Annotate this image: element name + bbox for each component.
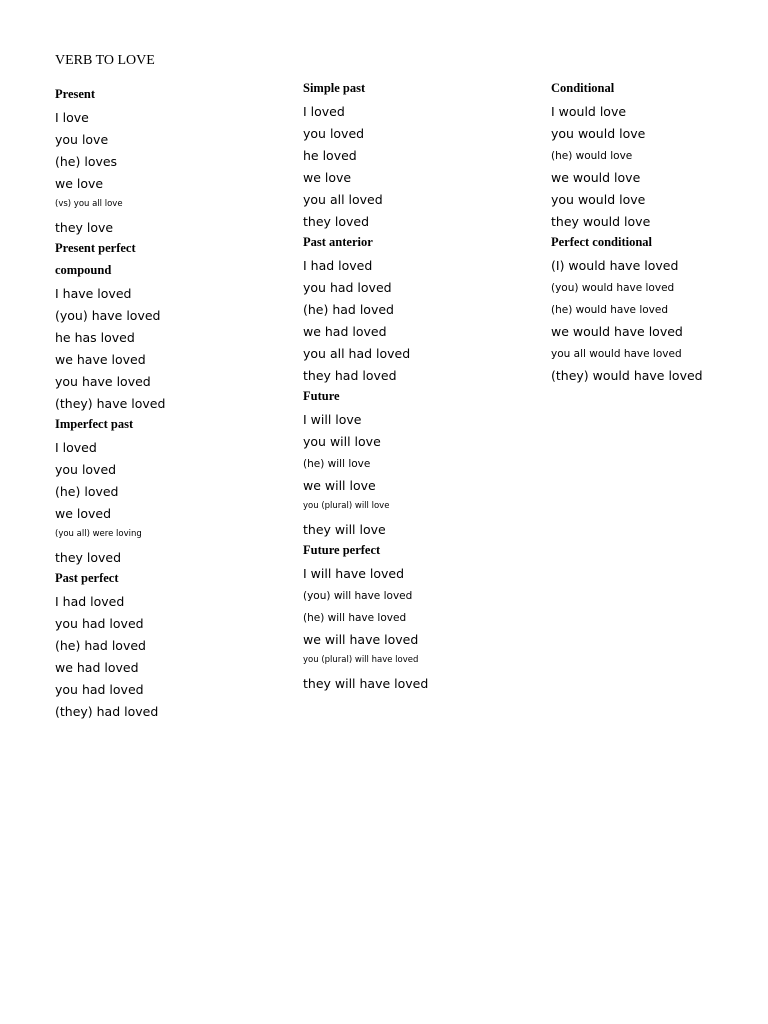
conjugation-line: we had loved	[303, 324, 387, 339]
conjugation-line: we loved	[55, 506, 112, 521]
conjugation-line: you had loved	[55, 616, 144, 631]
conjugation-line: you (plural) will love	[303, 501, 390, 511]
conjugation-line: we have loved	[55, 352, 146, 367]
conjugation-line: you all would have loved	[551, 348, 682, 360]
conjugation-line: I love	[55, 110, 89, 125]
tense-heading: Past anterior	[303, 235, 373, 249]
conjugation-line: (he) loves	[55, 154, 118, 169]
conjugation-line: we love	[303, 170, 352, 185]
conjugation-line: (you) will have loved	[303, 590, 413, 602]
conjugation-line: you loved	[55, 462, 117, 477]
conjugation-line: they will have loved	[303, 676, 429, 691]
page-title: VERB TO LOVE	[55, 53, 155, 68]
conjugation-line: I loved	[55, 440, 97, 455]
tense-heading: compound	[55, 263, 112, 277]
tense-heading: Present	[55, 87, 96, 101]
tense-heading: Imperfect past	[55, 417, 134, 431]
conjugation-line: we love	[55, 176, 104, 191]
conjugation-line: you would love	[551, 192, 646, 207]
conjugation-line: you loved	[303, 126, 365, 141]
conjugation-line: you all loved	[303, 192, 383, 207]
conjugation-line: (I) would have loved	[551, 258, 679, 273]
conjugation-line: (you) would have loved	[551, 282, 675, 294]
conjugation-line: you would love	[551, 126, 646, 141]
conjugation-line: I loved	[303, 104, 345, 119]
conjugation-line: (vs) you all love	[55, 199, 123, 209]
column-3	[551, 80, 768, 388]
conjugation-line: we would love	[551, 170, 641, 185]
conjugation-line: (they) had loved	[55, 704, 159, 719]
tense-heading: Simple past	[303, 81, 366, 95]
conjugation-line: you had loved	[55, 682, 144, 697]
conjugation-line: they loved	[55, 550, 122, 565]
conjugation-line: they would love	[551, 214, 651, 229]
tense-heading: Future	[303, 389, 340, 403]
conjugation-line: (they) have loved	[55, 396, 166, 411]
conjugation-line: you have loved	[55, 374, 151, 389]
conjugation-line: he has loved	[55, 330, 135, 345]
conjugation-line: they will love	[303, 522, 386, 537]
conjugation-line: (they) would have loved	[551, 368, 703, 383]
conjugation-line: (he) loved	[55, 484, 119, 499]
conjugation-line: (he) would love	[551, 150, 633, 162]
conjugation-line: we will love	[303, 478, 376, 493]
column-2	[303, 80, 533, 696]
conjugation-line: you (plural) will have loved	[303, 655, 419, 665]
conjugation-line: you love	[55, 132, 109, 147]
conjugation-line: you will love	[303, 434, 381, 449]
conjugation-line: I have loved	[55, 286, 132, 301]
conjugation-line: they loved	[303, 214, 370, 229]
conjugation-line: they love	[55, 220, 114, 235]
conjugation-line: you had loved	[303, 280, 392, 295]
conjugation-line: you all had loved	[303, 346, 411, 361]
conjugation-line: (he) will love	[303, 458, 371, 470]
conjugation-line: I had loved	[55, 594, 125, 609]
conjugation-line: they had loved	[303, 368, 397, 383]
conjugation-line: (he) will have loved	[303, 612, 407, 624]
tense-heading: Perfect conditional	[551, 235, 653, 249]
conjugation-line: (he) would have loved	[551, 304, 669, 316]
conjugation-line: I had loved	[303, 258, 373, 273]
conjugation-line: we will have loved	[303, 632, 419, 647]
conjugation-line: (he) had loved	[303, 302, 394, 317]
conjugation-line: I will have loved	[303, 566, 405, 581]
conjugation-line: he loved	[303, 148, 357, 163]
conjugation-line: I would love	[551, 104, 627, 119]
column-1	[55, 86, 285, 724]
conjugation-line: I will love	[303, 412, 362, 427]
conjugation-line: (he) had loved	[55, 638, 146, 653]
tense-heading: Present perfect	[55, 241, 136, 255]
tense-heading: Past perfect	[55, 571, 119, 585]
conjugation-line: (you) have loved	[55, 308, 161, 323]
conjugation-line: we had loved	[55, 660, 139, 675]
conjugation-line: we would have loved	[551, 324, 683, 339]
conjugation-line: (you all) were loving	[55, 529, 142, 539]
tense-heading: Conditional	[551, 81, 615, 95]
tense-heading: Future perfect	[303, 543, 381, 557]
